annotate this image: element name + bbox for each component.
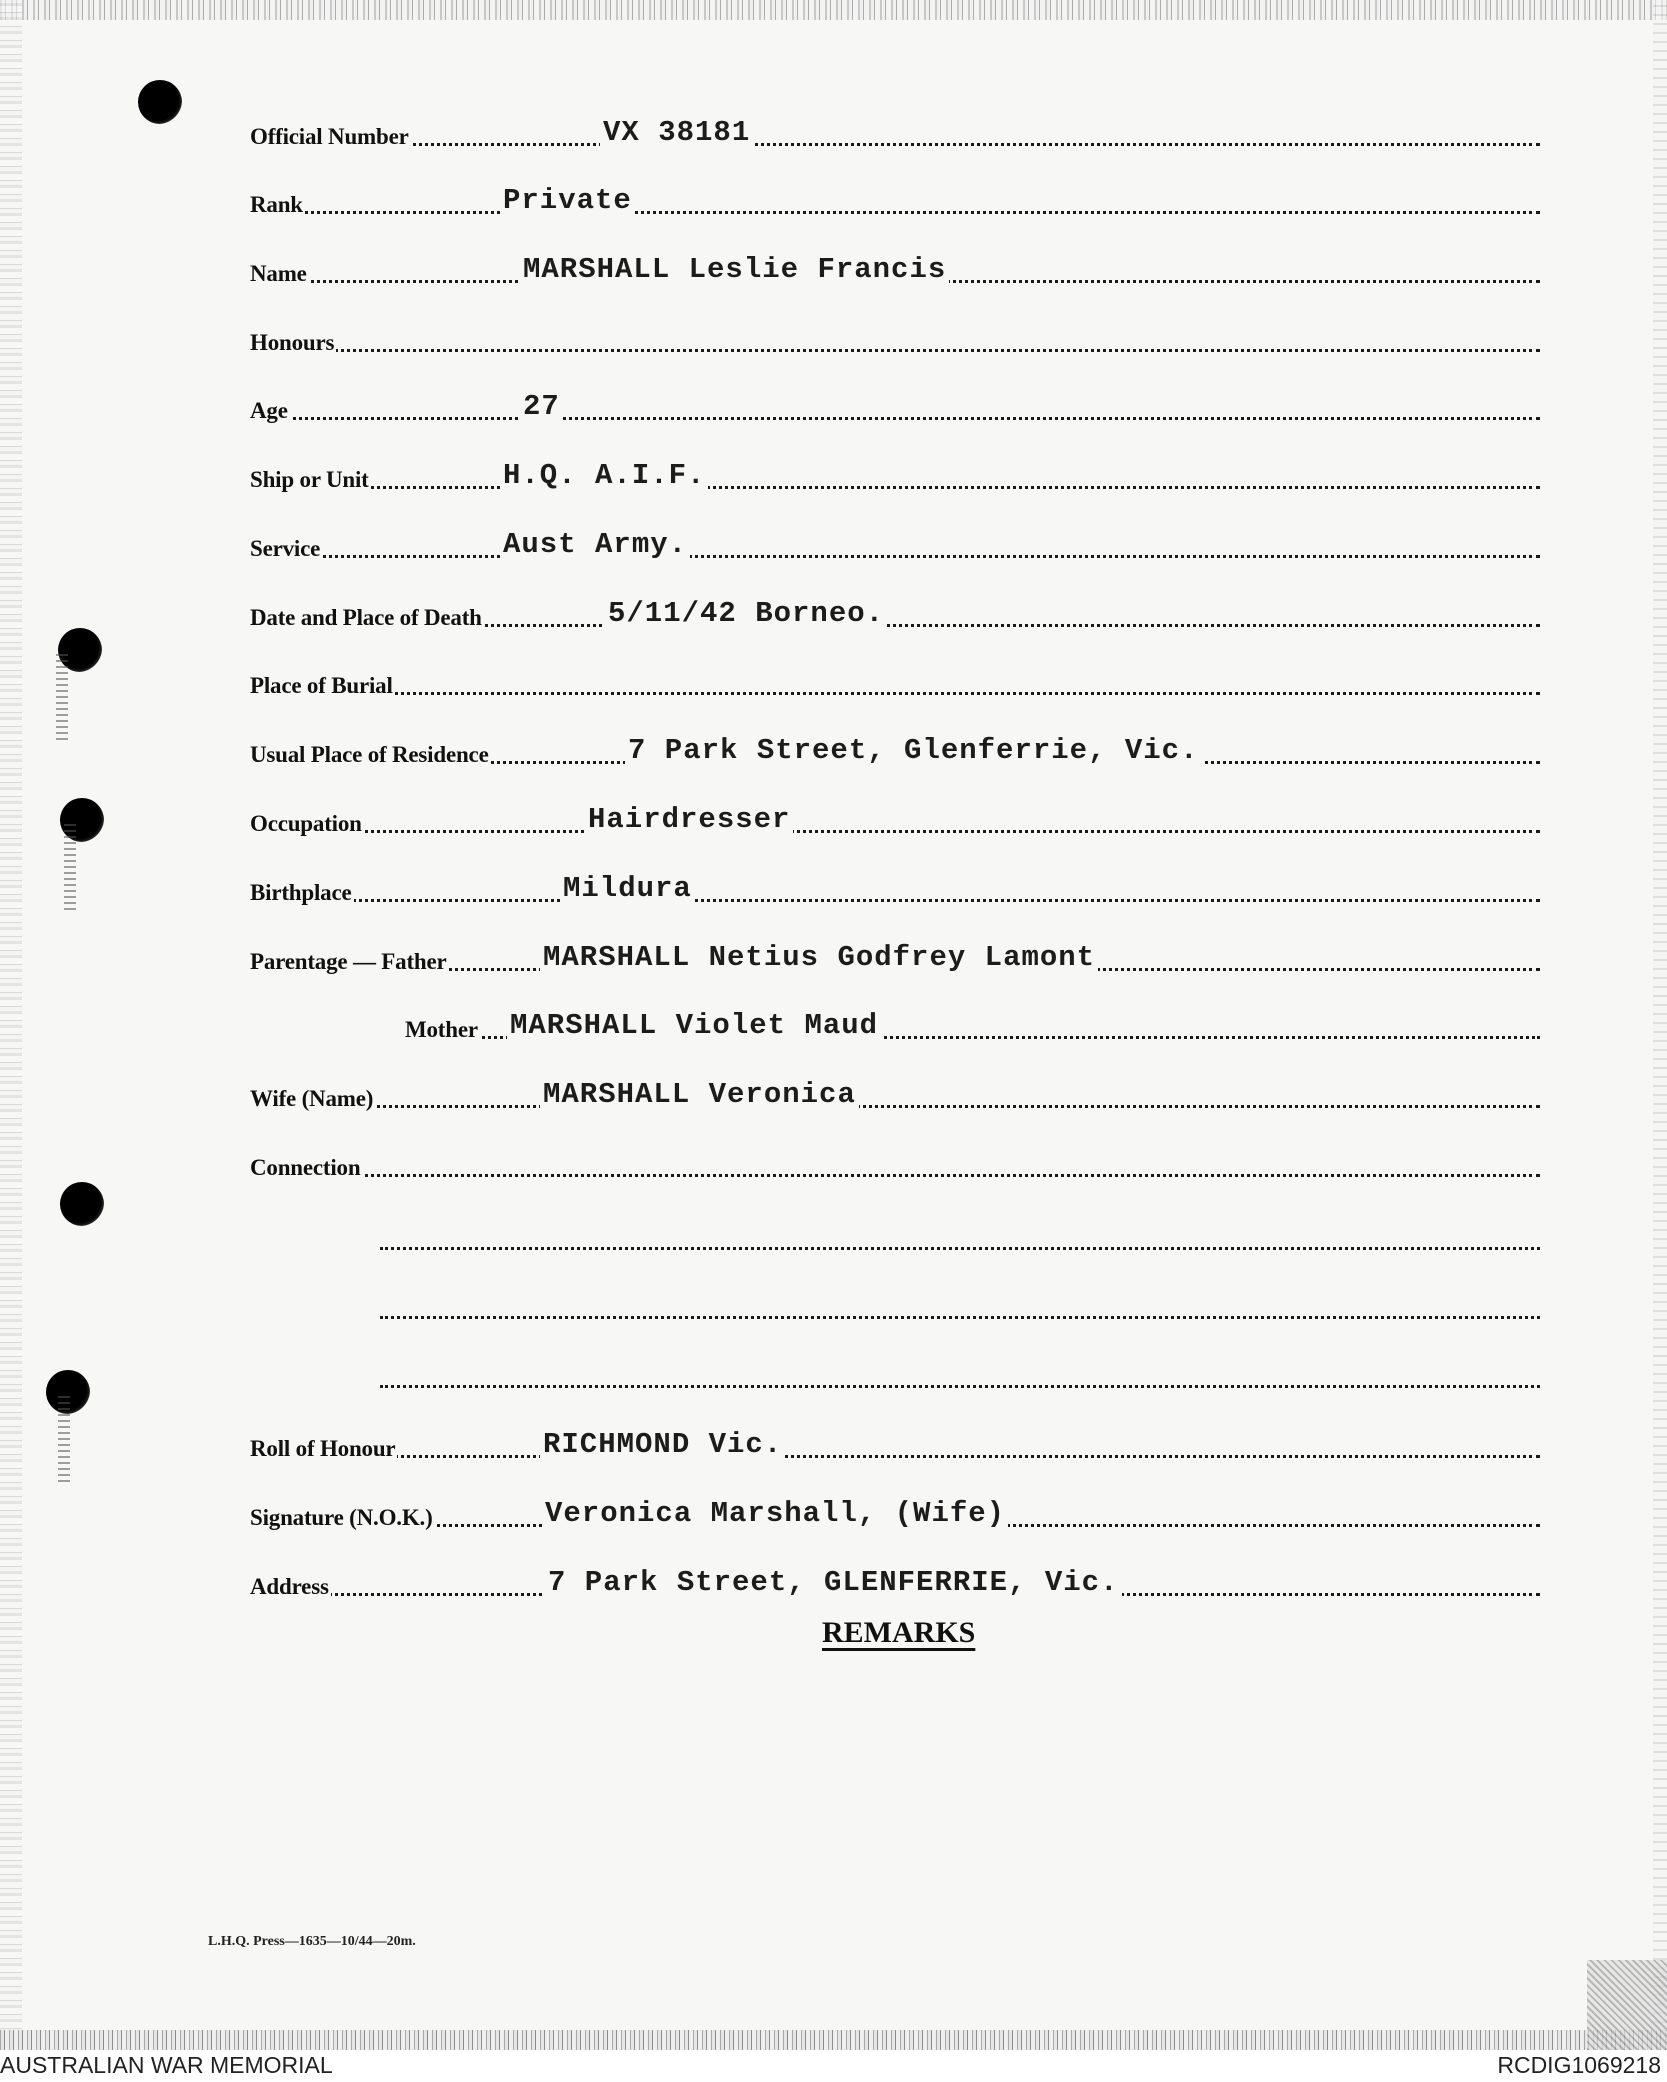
field-ship-or-unit <box>250 455 1540 495</box>
dotted-leader <box>250 692 1540 695</box>
field-value: Private <box>500 184 635 217</box>
printer-mark: L.H.Q. Press—1635—10/44—20m. <box>208 1934 416 1949</box>
field-value: MARSHALL Leslie Francis <box>520 253 949 286</box>
punch-hole-smear <box>64 820 76 910</box>
scan-edge-bottom <box>0 2030 1667 2050</box>
field-roll-of-honour <box>250 1424 1540 1464</box>
punch-hole <box>138 80 182 124</box>
field-label: Honours <box>250 330 335 355</box>
field-occupation <box>250 799 1540 839</box>
field-father <box>250 937 1540 977</box>
field-birthplace <box>250 868 1540 908</box>
punch-hole-smear <box>56 650 68 740</box>
dotted-leader <box>250 1455 1540 1458</box>
field-label: Parentage — Father <box>250 949 447 974</box>
dotted-leader <box>250 555 1540 558</box>
connection-blank-line <box>380 1286 1540 1319</box>
dotted-leader <box>250 417 1540 420</box>
field-label: Place of Burial <box>250 673 393 698</box>
field-value: Hairdresser <box>585 803 793 836</box>
field-label: Ship or Unit <box>250 467 369 492</box>
field-honours <box>250 318 1540 358</box>
dotted-leader <box>250 1174 1540 1177</box>
field-label: Occupation <box>250 811 362 836</box>
remarks-heading: REMARKS <box>822 1616 976 1649</box>
field-value: 27 <box>520 390 563 423</box>
field-label: Birthplace <box>250 880 352 905</box>
dotted-leader <box>250 211 1540 214</box>
field-label: Wife (Name) <box>250 1086 374 1111</box>
field-mother <box>405 1005 1540 1045</box>
dotted-leader <box>250 486 1540 489</box>
field-value: VX 38181 <box>600 116 753 149</box>
archive-credit: AUSTRALIAN WAR MEMORIAL <box>0 2052 333 2078</box>
field-wife <box>250 1074 1540 1114</box>
field-value: H.Q. A.I.F. <box>500 459 708 492</box>
dotted-leader <box>250 830 1540 833</box>
field-label: Official Number <box>250 124 409 149</box>
dotted-leader <box>250 1105 1540 1108</box>
punch-hole <box>60 1182 104 1226</box>
connection-blank-line <box>380 1355 1540 1388</box>
field-label: Date and Place of Death <box>250 605 482 630</box>
field-value: 7 Park Street, Glenferrie, Vic. <box>625 734 1202 767</box>
scan-corner-noise <box>1587 1960 1667 2050</box>
field-value: MARSHALL Violet Maud <box>507 1009 881 1042</box>
field-label: Address <box>250 1574 329 1599</box>
field-rank <box>250 180 1540 220</box>
field-label: Age <box>250 398 288 423</box>
field-usual-residence <box>250 730 1540 770</box>
scan-edge-left <box>0 0 22 2050</box>
field-service <box>250 524 1540 564</box>
field-label: Usual Place of Residence <box>250 742 489 767</box>
field-label: Service <box>250 536 321 561</box>
dotted-leader <box>250 899 1540 902</box>
archive-reference: RCDIG1069218 <box>1497 2052 1661 2078</box>
dotted-leader <box>250 349 1540 352</box>
field-age <box>250 386 1540 426</box>
field-connection <box>250 1143 1540 1183</box>
field-signature-nok <box>250 1493 1540 1533</box>
field-value: Veronica Marshall, (Wife) <box>542 1497 1008 1530</box>
scan-edge-right <box>1653 0 1667 2050</box>
field-value: Aust Army. <box>500 528 690 561</box>
field-value: 5/11/42 Borneo. <box>605 597 887 630</box>
field-value: Mildura <box>560 872 695 905</box>
field-value: RICHMOND Vic. <box>540 1428 785 1461</box>
field-name <box>250 249 1540 289</box>
field-label: Signature (N.O.K.) <box>250 1505 433 1530</box>
field-label: Name <box>250 261 307 286</box>
field-official-number <box>250 112 1540 152</box>
dotted-leader <box>250 143 1540 146</box>
scan-edge-top <box>0 0 1667 20</box>
field-label: Connection <box>250 1155 361 1180</box>
field-label: Mother <box>405 1017 478 1042</box>
field-place-of-burial <box>250 661 1540 701</box>
field-date-place-of-death <box>250 593 1540 633</box>
field-label: Roll of Honour <box>250 1436 396 1461</box>
field-label: Rank <box>250 192 303 217</box>
field-value: MARSHALL Veronica <box>540 1078 859 1111</box>
field-value: MARSHALL Netius Godfrey Lamont <box>540 941 1098 974</box>
field-value: 7 Park Street, GLENFERRIE, Vic. <box>545 1566 1122 1599</box>
field-address <box>250 1562 1540 1602</box>
punch-hole-smear <box>58 1392 70 1482</box>
connection-blank-line <box>380 1217 1540 1250</box>
